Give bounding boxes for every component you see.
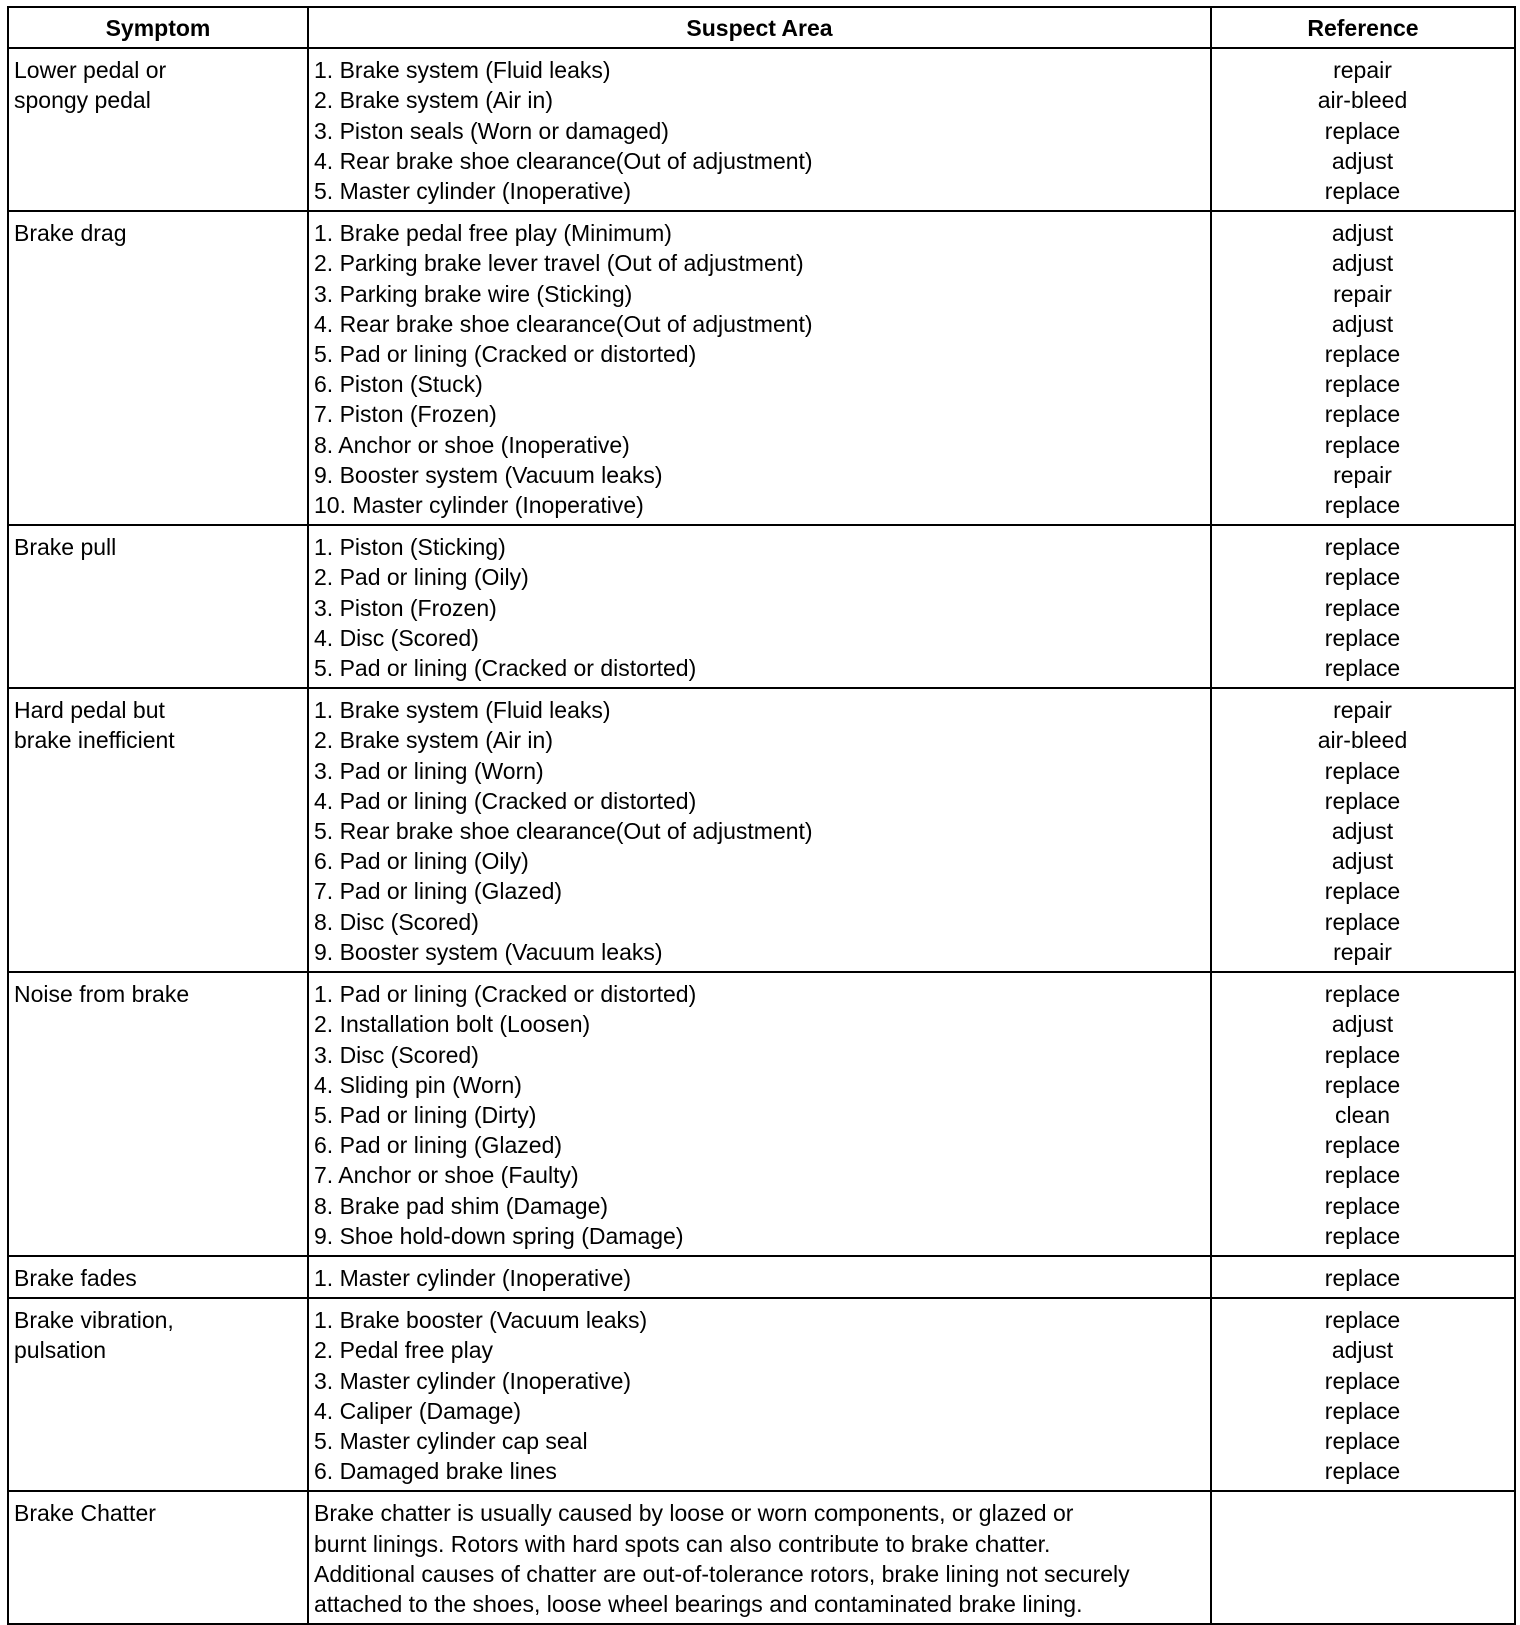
table-row — [8, 688, 1515, 972]
suspect-area-item: 5. Master cylinder cap seal — [314, 1427, 588, 1454]
reference-item: replace — [1324, 1222, 1401, 1249]
suspect-area-item: 2. Brake system (Air in) — [314, 727, 553, 754]
suspect-area-item: 5. Rear brake shoe clearance(Out of adjustment) — [314, 818, 813, 845]
reference-item: replace — [1324, 1162, 1401, 1189]
chatter-note-line: Brake chatter is usually caused by loose or worn components, or glazed or — [314, 1500, 1074, 1527]
suspect-area-item: 3. Parking brake wire (Sticking) — [314, 280, 633, 307]
suspect-area-cell — [308, 688, 1211, 972]
reference-cell — [1211, 972, 1515, 1256]
reference-cell — [1211, 48, 1515, 211]
symptom-line: Lower pedal or — [14, 57, 167, 84]
reference-item: replace — [1324, 492, 1401, 519]
reference-item: adjust — [1331, 818, 1394, 845]
reference-item: air-bleed — [1317, 87, 1408, 114]
suspect-area-item: 5. Pad or lining (Cracked or distorted) — [314, 655, 697, 682]
suspect-area-item: 5. Pad or lining (Cracked or distorted) — [314, 341, 697, 368]
suspect-area-cell — [308, 972, 1211, 1256]
table-row — [8, 1256, 1515, 1298]
reference-item: replace — [1324, 1427, 1401, 1454]
suspect-area-item: 3. Piston (Frozen) — [314, 594, 497, 621]
suspect-area-cell — [308, 525, 1211, 688]
reference-item: replace — [1324, 624, 1401, 651]
symptom-line: Brake pull — [14, 534, 117, 561]
table-row — [8, 48, 1515, 211]
symptom-cell — [8, 1491, 308, 1624]
suspect-area-item: 5. Master cylinder (Inoperative) — [314, 178, 632, 205]
suspect-area-item: 2. Installation bolt (Loosen) — [314, 1011, 591, 1038]
suspect-area-item: 9. Booster system (Vacuum leaks) — [314, 938, 663, 965]
reference-item: replace — [1324, 908, 1401, 935]
reference-item: clean — [1335, 1101, 1390, 1128]
suspect-area-item: 7. Pad or lining (Glazed) — [314, 878, 563, 905]
reference-item: adjust — [1331, 1337, 1394, 1364]
reference-item: replace — [1324, 1367, 1401, 1394]
suspect-area-cell — [308, 48, 1211, 211]
suspect-area-item: 3. Disc (Scored) — [314, 1041, 479, 1068]
chatter-note-line: burnt linings. Rotors with hard spots can also contribute to brake chatter. — [314, 1530, 1051, 1557]
reference-item: replace — [1324, 1264, 1401, 1291]
reference-item: replace — [1324, 655, 1401, 682]
reference-item: replace — [1324, 1071, 1401, 1098]
reference-item: replace — [1324, 341, 1401, 368]
reference-item: adjust — [1331, 310, 1394, 337]
suspect-area-item: 9. Shoe hold-down spring (Damage) — [314, 1222, 684, 1249]
reference-item: replace — [1324, 1458, 1401, 1485]
suspect-area-item: 2. Pad or lining (Oily) — [314, 564, 529, 591]
table-row — [8, 211, 1515, 525]
suspect-area-item: 4. Sliding pin (Worn) — [314, 1071, 522, 1098]
suspect-area-cell — [308, 1256, 1211, 1298]
symptom-cell — [8, 525, 308, 688]
reference-item: adjust — [1331, 147, 1394, 174]
suspect-area-item: 7. Anchor or shoe (Faulty) — [314, 1162, 579, 1189]
reference-item: repair — [1333, 697, 1392, 724]
suspect-area-item: 4. Rear brake shoe clearance(Out of adjustment) — [314, 147, 813, 174]
reference-item: replace — [1324, 594, 1401, 621]
reference-item: repair — [1333, 461, 1392, 488]
reference-item: replace — [1324, 117, 1401, 144]
reference-item: repair — [1333, 938, 1392, 965]
reference-item: replace — [1324, 431, 1401, 458]
suspect-area-item: 10. Master cylinder (Inoperative) — [314, 492, 644, 519]
header-symptom: Symptom — [8, 7, 308, 48]
suspect-area-item: 5. Pad or lining (Dirty) — [314, 1101, 537, 1128]
suspect-area-cell — [308, 211, 1211, 525]
reference-item: adjust — [1331, 220, 1394, 247]
suspect-area-item: 1. Brake system (Fluid leaks) — [314, 57, 611, 84]
reference-item: replace — [1324, 787, 1401, 814]
table-row-chatter — [8, 1491, 1515, 1624]
reference-item: repair — [1333, 280, 1392, 307]
reference-cell — [1211, 211, 1515, 525]
suspect-area-item: 8. Brake pad shim (Damage) — [314, 1192, 609, 1219]
reference-cell — [1211, 1491, 1515, 1624]
reference-item: replace — [1324, 564, 1401, 591]
reference-item: replace — [1324, 981, 1401, 1008]
reference-item: replace — [1324, 1041, 1401, 1068]
suspect-area-item: 9. Booster system (Vacuum leaks) — [314, 461, 663, 488]
table-row — [8, 972, 1515, 1256]
suspect-area-item: 1. Brake system (Fluid leaks) — [314, 697, 611, 724]
reference-item: replace — [1324, 534, 1401, 561]
suspect-area-item: 4. Caliper (Damage) — [314, 1397, 522, 1424]
table-body — [8, 48, 1515, 1491]
reference-item: repair — [1333, 57, 1392, 84]
reference-item: replace — [1324, 1307, 1401, 1334]
table-header — [8, 7, 1515, 48]
suspect-area-item: 3. Pad or lining (Worn) — [314, 757, 544, 784]
suspect-area-item: 6. Damaged brake lines — [314, 1458, 557, 1485]
suspect-area-item: 6. Piston (Stuck) — [314, 371, 483, 398]
brake-troubleshooting-table — [7, 6, 1516, 1625]
table-row — [8, 1298, 1515, 1491]
header-row — [8, 7, 1515, 48]
symptom-cell — [8, 211, 308, 525]
suspect-area-item: 1. Master cylinder (Inoperative) — [314, 1264, 632, 1291]
chatter-note-line: attached to the shoes, loose wheel bearings and contaminated brake lining. — [314, 1590, 1083, 1617]
suspect-area-cell — [308, 1491, 1211, 1624]
reference-item: replace — [1324, 757, 1401, 784]
suspect-area-item: 1. Piston (Sticking) — [314, 534, 506, 561]
reference-item: replace — [1324, 1192, 1401, 1219]
symptom-line: pulsation — [14, 1337, 107, 1364]
reference-cell — [1211, 1298, 1515, 1491]
symptom-cell — [8, 1256, 308, 1298]
suspect-area-item: 1. Brake booster (Vacuum leaks) — [314, 1307, 648, 1334]
suspect-area-item: 2. Parking brake lever travel (Out of adjustment) — [314, 250, 804, 277]
symptom-line: spongy pedal — [14, 87, 151, 114]
symptom-cell — [8, 48, 308, 211]
suspect-area-item: 1. Brake pedal free play (Minimum) — [314, 220, 672, 247]
symptom-line: Brake drag — [14, 220, 127, 247]
reference-item: replace — [1324, 1132, 1401, 1159]
suspect-area-item: 4. Disc (Scored) — [314, 624, 479, 651]
reference-item: replace — [1324, 371, 1401, 398]
suspect-area-item: 1. Pad or lining (Cracked or distorted) — [314, 981, 697, 1008]
suspect-area-item: 2. Brake system (Air in) — [314, 87, 553, 114]
symptom-line: Noise from brake — [14, 981, 190, 1008]
suspect-area-item: 2. Pedal free play — [314, 1337, 494, 1364]
reference-item: air-bleed — [1317, 727, 1408, 754]
reference-item: adjust — [1331, 1011, 1394, 1038]
reference-cell — [1211, 688, 1515, 972]
suspect-area-item: 8. Anchor or shoe (Inoperative) — [314, 431, 630, 458]
symptom-line: Brake fades — [14, 1264, 137, 1291]
suspect-area-item: 8. Disc (Scored) — [314, 908, 479, 935]
reference-item: replace — [1324, 401, 1401, 428]
symptom-cell — [8, 1298, 308, 1491]
symptom-cell — [8, 688, 308, 972]
header-reference: Reference — [1211, 7, 1515, 48]
symptom-line: brake inefficient — [14, 727, 175, 754]
suspect-area-cell — [308, 1298, 1211, 1491]
reference-item: adjust — [1331, 250, 1394, 277]
table-row — [8, 525, 1515, 688]
symptom-line: Brake vibration, — [14, 1307, 174, 1334]
suspect-area-item: 4. Rear brake shoe clearance(Out of adjustment) — [314, 310, 813, 337]
suspect-area-item: 6. Pad or lining (Glazed) — [314, 1132, 563, 1159]
header-suspect-area: Suspect Area — [308, 7, 1211, 48]
symptom-line: Hard pedal but — [14, 697, 165, 724]
reference-item: replace — [1324, 1397, 1401, 1424]
suspect-area-item: 3. Piston seals (Worn or damaged) — [314, 117, 669, 144]
suspect-area-item: 4. Pad or lining (Cracked or distorted) — [314, 787, 697, 814]
suspect-area-item: 6. Pad or lining (Oily) — [314, 848, 529, 875]
chatter-section — [8, 1491, 1515, 1624]
reference-item: replace — [1324, 878, 1401, 905]
reference-cell — [1211, 525, 1515, 688]
reference-cell — [1211, 1256, 1515, 1298]
symptom-line: Brake Chatter — [14, 1500, 156, 1527]
reference-item: adjust — [1331, 848, 1394, 875]
suspect-area-item: 7. Piston (Frozen) — [314, 401, 497, 428]
reference-item: replace — [1324, 178, 1401, 205]
chatter-note-line: Additional causes of chatter are out-of-tolerance rotors, brake lining not securely — [314, 1560, 1130, 1587]
symptom-cell — [8, 972, 308, 1256]
suspect-area-item: 3. Master cylinder (Inoperative) — [314, 1367, 632, 1394]
